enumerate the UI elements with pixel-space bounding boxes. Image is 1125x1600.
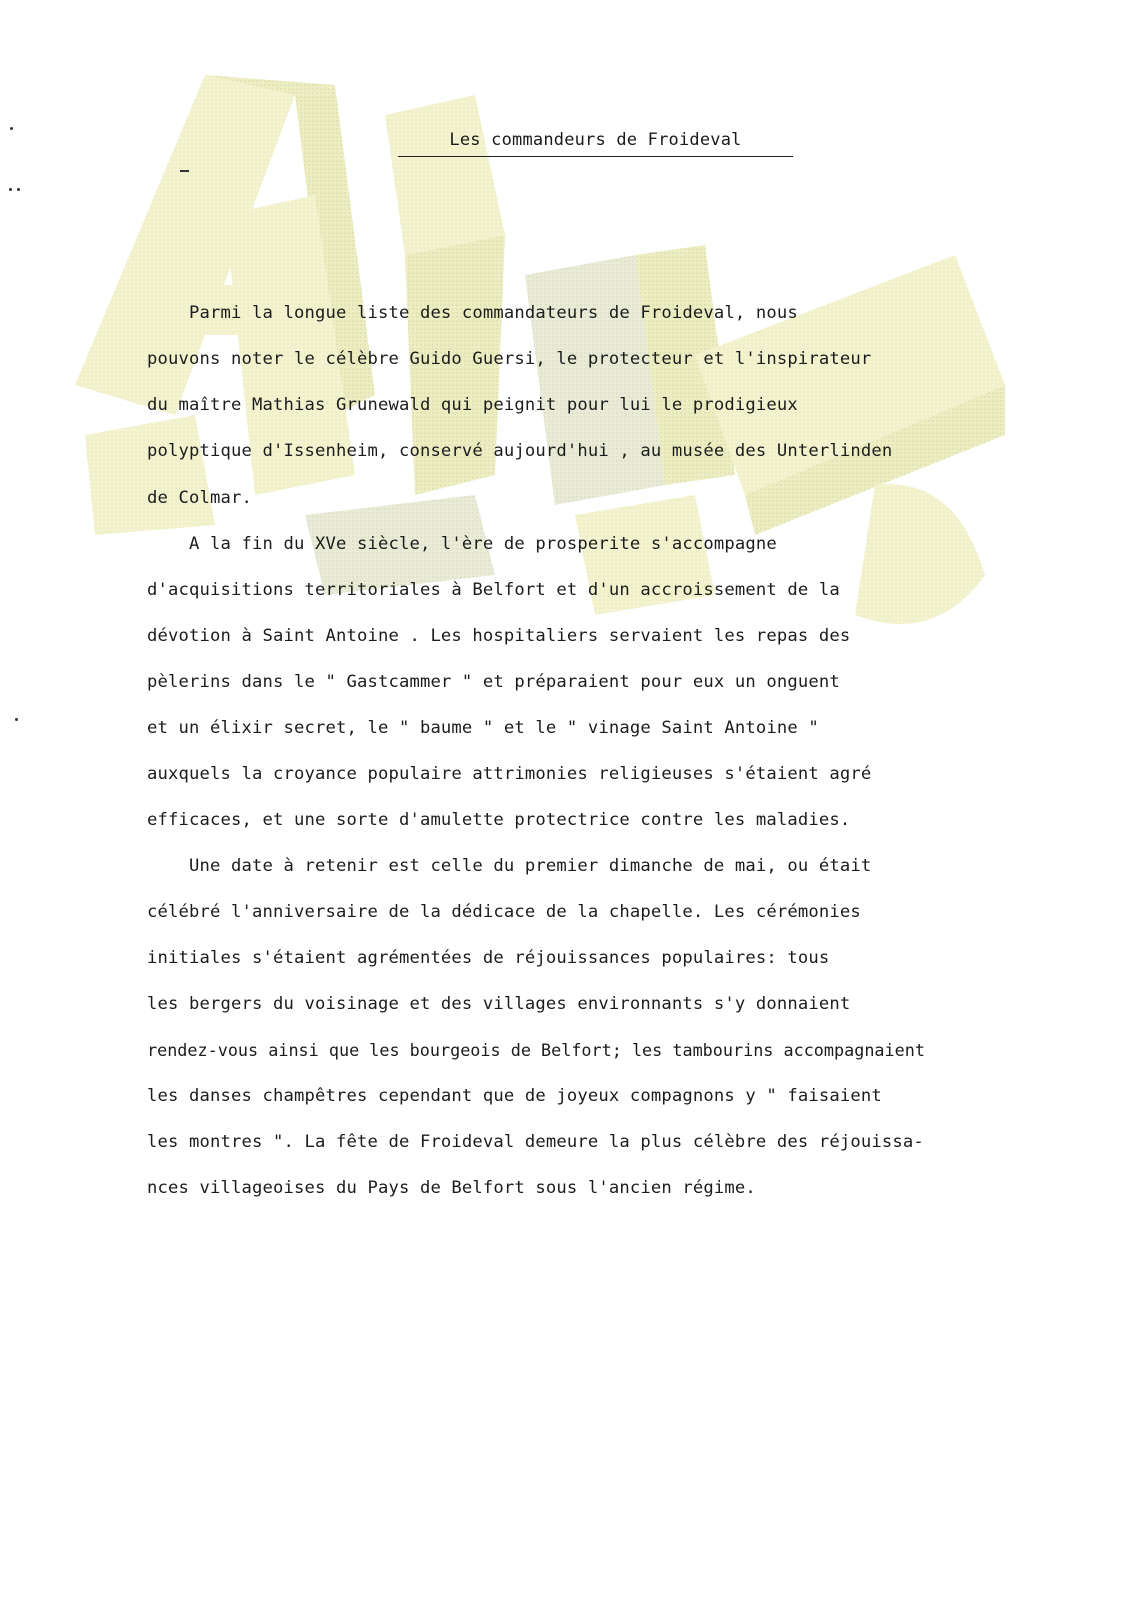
text-line: et un élixir secret, le " baume " et le " vinage Saint Antoine " <box>147 718 819 738</box>
stray-mark <box>9 188 12 191</box>
text-line: dévotion à Saint Antoine . Les hospitaliers servaient les repas des <box>147 626 851 646</box>
text-line: les danses champêtres cependant que de joyeux compagnons y " faisaient <box>147 1086 882 1106</box>
stray-mark <box>180 170 189 172</box>
text-line: initiales s'étaient agrémentées de réjouissances populaires: tous <box>147 948 830 968</box>
text-line: d'acquisitions territoriales à Belfort et d'un accroissement de la <box>147 580 840 600</box>
text-line: A la fin du XVe siècle, l'ère de prosperite s'accompagne <box>147 534 777 554</box>
text-line: pèlerins dans le " Gastcammer " et préparaient pour eux un onguent <box>147 672 840 692</box>
text-line: Parmi la longue liste des commandateurs de Froideval, nous <box>147 303 798 323</box>
stray-mark <box>17 188 20 191</box>
text-line: pouvons noter le célèbre Guido Guersi, le protecteur et l'inspirateur <box>147 349 872 369</box>
stray-mark <box>10 127 13 130</box>
text-line: les montres ". La fête de Froideval demeure la plus célèbre des réjouissa- <box>147 1132 924 1152</box>
stray-mark <box>15 718 18 721</box>
text-line: Une date à retenir est celle du premier dimanche de mai, ou était <box>147 856 872 876</box>
text-line: célébré l'anniversaire de la dédicace de la chapelle. Les cérémonies <box>147 902 861 922</box>
text-line: auxquels la croyance populaire attrimonies religieuses s'étaient agré <box>147 764 872 784</box>
text-line: de Colmar. <box>147 488 252 508</box>
document-title: Les commandeurs de Froideval <box>398 130 793 157</box>
text-line: nces villageoises du Pays de Belfort sous l'ancien régime. <box>147 1178 756 1198</box>
text-line: rendez-vous ainsi que les bourgeois de Belfort; les tambourins accompagnaient <box>147 1040 925 1060</box>
text-line: efficaces, et une sorte d'amulette protectrice contre les maladies. <box>147 810 851 830</box>
text-line: du maître Mathias Grunewald qui peignit pour lui le prodigieux <box>147 395 798 415</box>
text-line: polyptique d'Issenheim, conservé aujourd'hui , au musée des Unterlinden <box>147 441 893 461</box>
text-line: les bergers du voisinage et des villages environnants s'y donnaient <box>147 994 851 1014</box>
